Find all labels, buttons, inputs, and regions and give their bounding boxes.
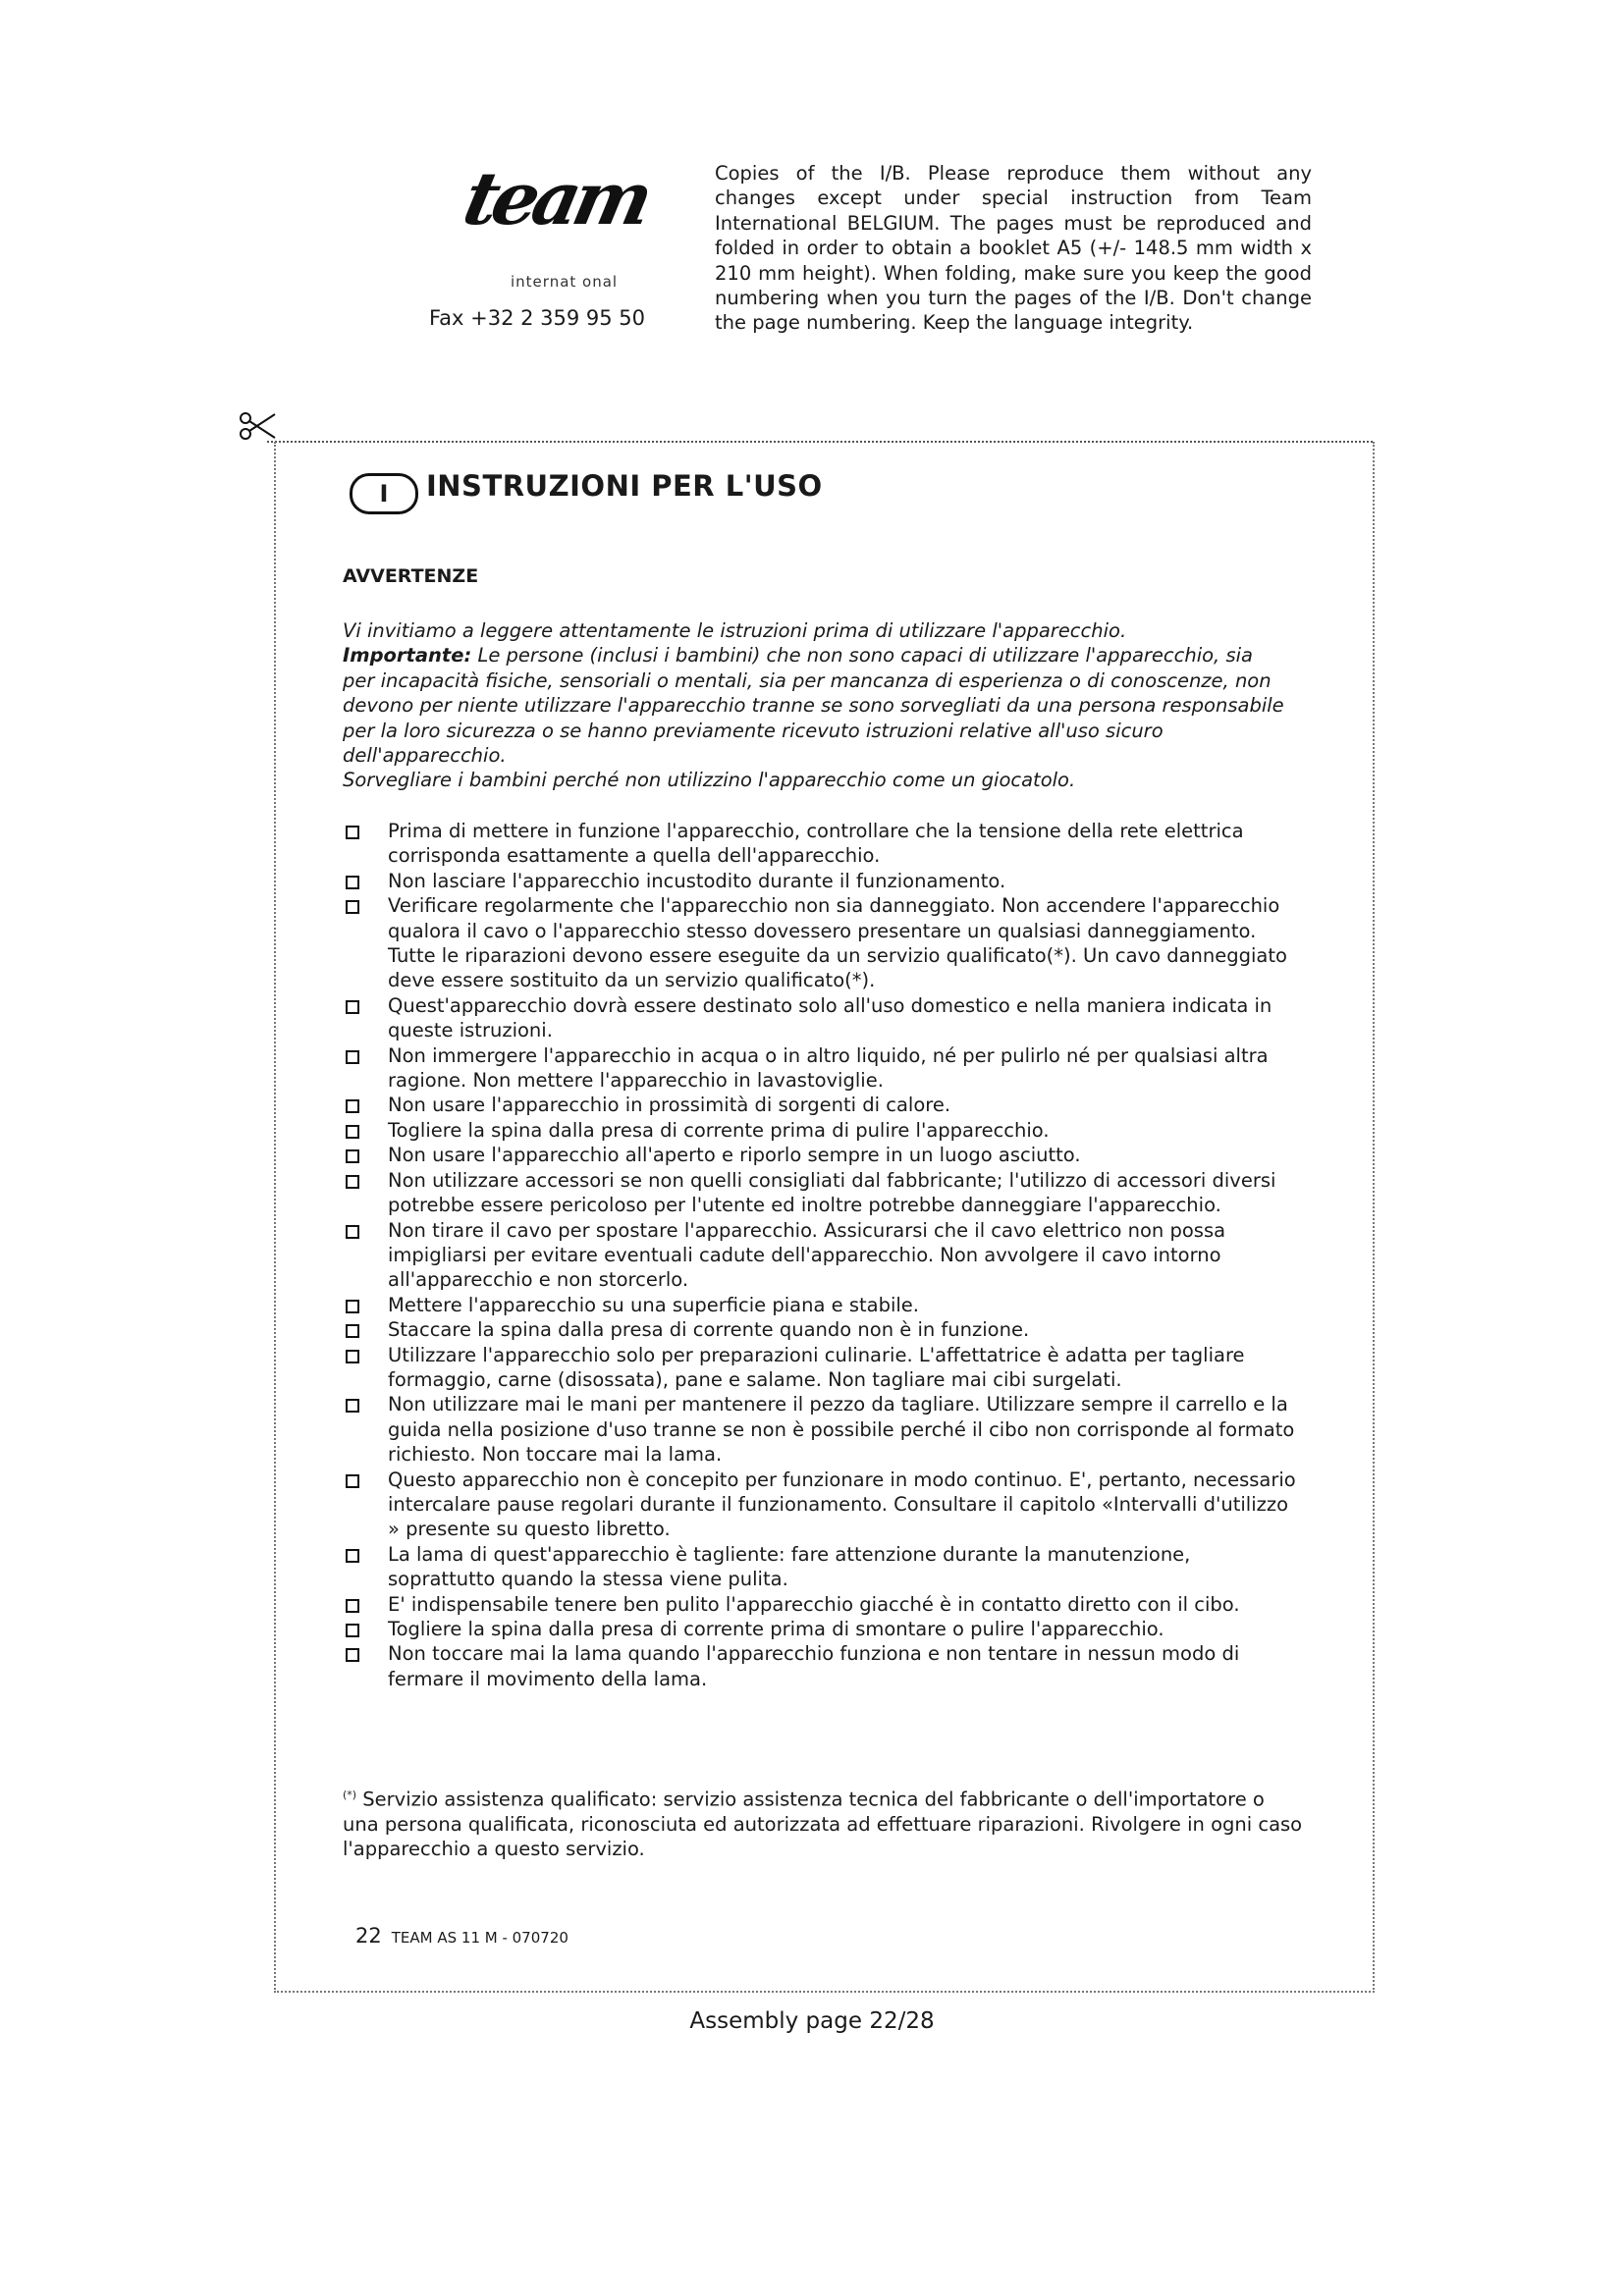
list-item: Mettere l'apparecchio su una superficie piana e stabile. [343,1293,1300,1317]
list-item: Questo apparecchio non è concepito per funzionare in modo continuo. E', pertanto, necessario intercalare pause regolari durante il funzionamento. Consultare il capitolo «Intervalli d'utilizzo » presente su questo libretto. [343,1468,1300,1542]
checkbox-bullet-icon [346,1648,359,1662]
list-item: Non utilizzare accessori se non quelli consigliati dal fabbricante; l'utilizzo di accessori diversi potrebbe essere pericoloso per l'utente ed inoltre potrebbe danneggiare l'apparecchio. [343,1168,1300,1218]
important-text: Le persone (inclusi i bambini) che non sono capaci di utilizzare l'apparecchio, sia per incapacità fisiche, sensoriali o mentali, sia per mancanza di esperienza o di conoscenze, non devono per niente utilizzare l'apparecchio tranne se sono sorvegliati da una persona responsabile per la loro sicurezza o se hanno previamente ricevuto istruzioni relative all'uso sicuro dell'apparecchio. [343,644,1284,768]
list-item: Togliere la spina dalla presa di corrente prima di pulire l'apparecchio. [343,1118,1300,1143]
page-footer [355,1924,568,1948]
reproduction-instructions: Copies of the I/B. Please reproduce them without any changes except under special instruction from Team International BELGIUM. The pages must be reproduced and folded in order to obtain a booklet A5 (+/- 148.5 mm width x 210 mm height). When folding, make sure you keep the good numbering when you turn the pages of the I/B. Don't change the page numbering. Keep the language integrity. [715,162,1312,335]
checkbox-bullet-icon [346,1549,359,1563]
service-footnote [343,1783,1305,1862]
list-item: Non lasciare l'apparecchio incustodito durante il funzionamento. [343,869,1300,893]
list-item: Non toccare mai la lama quando l'apparecchio funziona e non tentare in nessun modo di fermare il movimento della lama. [343,1641,1300,1691]
checkbox-bullet-icon [346,826,359,839]
intro-paragraph [343,618,1290,793]
checkbox-bullet-icon [346,1624,359,1637]
safety-rules-list [343,819,1300,1691]
checkbox-bullet-icon [346,1149,359,1163]
list-item: Non usare l'apparecchio all'aperto e riporlo sempre in un luogo asciutto. [343,1143,1300,1167]
list-item: Prima di mettere in funzione l'apparecchio, controllare che la tensione della rete elettrica corrisponda esattamente a quella dell'apparecchio. [343,819,1300,869]
list-item: Non immergere l'apparecchio in acqua o in altro liquido, né per pulirlo né per qualsiasi altra ragione. Non mettere l'apparecchio in lavastoviglie. [343,1043,1300,1094]
assembly-page-label: Assembly page 22/28 [689,2008,935,2034]
checkbox-bullet-icon [346,1350,359,1363]
scissors-icon [238,410,277,442]
checkbox-bullet-icon [346,876,359,889]
list-item: Non tirare il cavo per spostare l'apparecchio. Assicurarsi che il cavo elettrico non possa impigliarsi per evitare eventuali cadute dell'apparecchio. Non avvolgere il cavo intorno all'apparecchio e non storcerlo. [343,1218,1300,1293]
checkbox-bullet-icon [346,1175,359,1189]
warnings-heading: AVVERTENZE [343,565,479,587]
list-item: Utilizzare l'apparecchio solo per preparazioni culinarie. L'affettatrice è adatta per tagliare formaggio, carne (disossata), pane e salame. Non tagliare mai cibi surgelati. [343,1343,1300,1393]
list-item: Verificare regolarmente che l'apparecchio non sia danneggiato. Non accendere l'apparecchio qualora il cavo o l'apparecchio stesso dovessero presentare un qualsiasi danneggiamento. Tutte le riparazioni devono essere eseguite da un servizio qualificato(*). Un cavo danneggiato deve essere sostituito da un servizio qualificato(*). [343,893,1300,993]
checkbox-bullet-icon [346,1099,359,1113]
section-title: INSTRUZIONI PER L'USO [426,469,823,503]
checkbox-bullet-icon [346,1000,359,1014]
checkbox-bullet-icon [346,1399,359,1413]
checkbox-bullet-icon [346,1324,359,1338]
list-item: La lama di quest'apparecchio è tagliente: fare attenzione durante la manutenzione, soprattutto quando la stessa viene pulita. [343,1542,1300,1592]
logo-subtitle: internat onal [511,273,619,291]
document-code: TEAM AS 11 M - 070720 [391,1929,568,1947]
list-item: Non utilizzare mai le mani per mantenere il pezzo da tagliare. Utilizzare sempre il carrello e la guida nella posizione d'uso tranne se non è possibile perché il cibo non corrisponde al formato richiesto. Non toccare mai la lama. [343,1392,1300,1467]
intro-line: Vi invitiamo a leggere attentamente le istruzioni prima di utilizzare l'apparecchio. [343,619,1127,642]
supervision-line: Sorvegliare i bambini perché non utilizzino l'apparecchio come un giocatolo. [343,769,1076,792]
fax-number: Fax +32 2 359 95 50 [429,306,646,330]
list-item: E' indispensabile tenere ben pulito l'apparecchio giacché è in contatto diretto con il cibo. [343,1592,1300,1617]
list-item: Togliere la spina dalla presa di corrente prima di smontare o pulire l'apparecchio. [343,1617,1300,1641]
team-international-logo [426,157,655,294]
important-label: Importante: [343,644,472,667]
checkbox-bullet-icon [346,900,359,914]
page-number: 22 [355,1924,382,1948]
checkbox-bullet-icon [346,1050,359,1064]
logo-wordmark: team [456,157,655,241]
checkbox-bullet-icon [346,1599,359,1613]
checkbox-bullet-icon [346,1125,359,1139]
list-item: Non usare l'apparecchio in prossimità di sorgenti di calore. [343,1093,1300,1117]
footnote-text: Servizio assistenza qualificato: servizio assistenza tecnica del fabbricante o dell'importatore o una persona qualificata, riconosciuta ed autorizzata ad effettuare riparazioni. Rivolgere in ogni caso l'apparecchio a questo servizio. [343,1788,1303,1861]
list-item: Quest'apparecchio dovrà essere destinato solo all'uso domestico e nella maniera indicata in queste istruzioni. [343,993,1300,1043]
checkbox-bullet-icon [346,1300,359,1313]
checkbox-bullet-icon [346,1225,359,1239]
language-badge: I [350,473,418,514]
footnote-marker: (*) [343,1789,357,1801]
important-paragraph [343,643,1290,768]
checkbox-bullet-icon [346,1474,359,1488]
list-item: Staccare la spina dalla presa di corrente quando non è in funzione. [343,1317,1300,1342]
